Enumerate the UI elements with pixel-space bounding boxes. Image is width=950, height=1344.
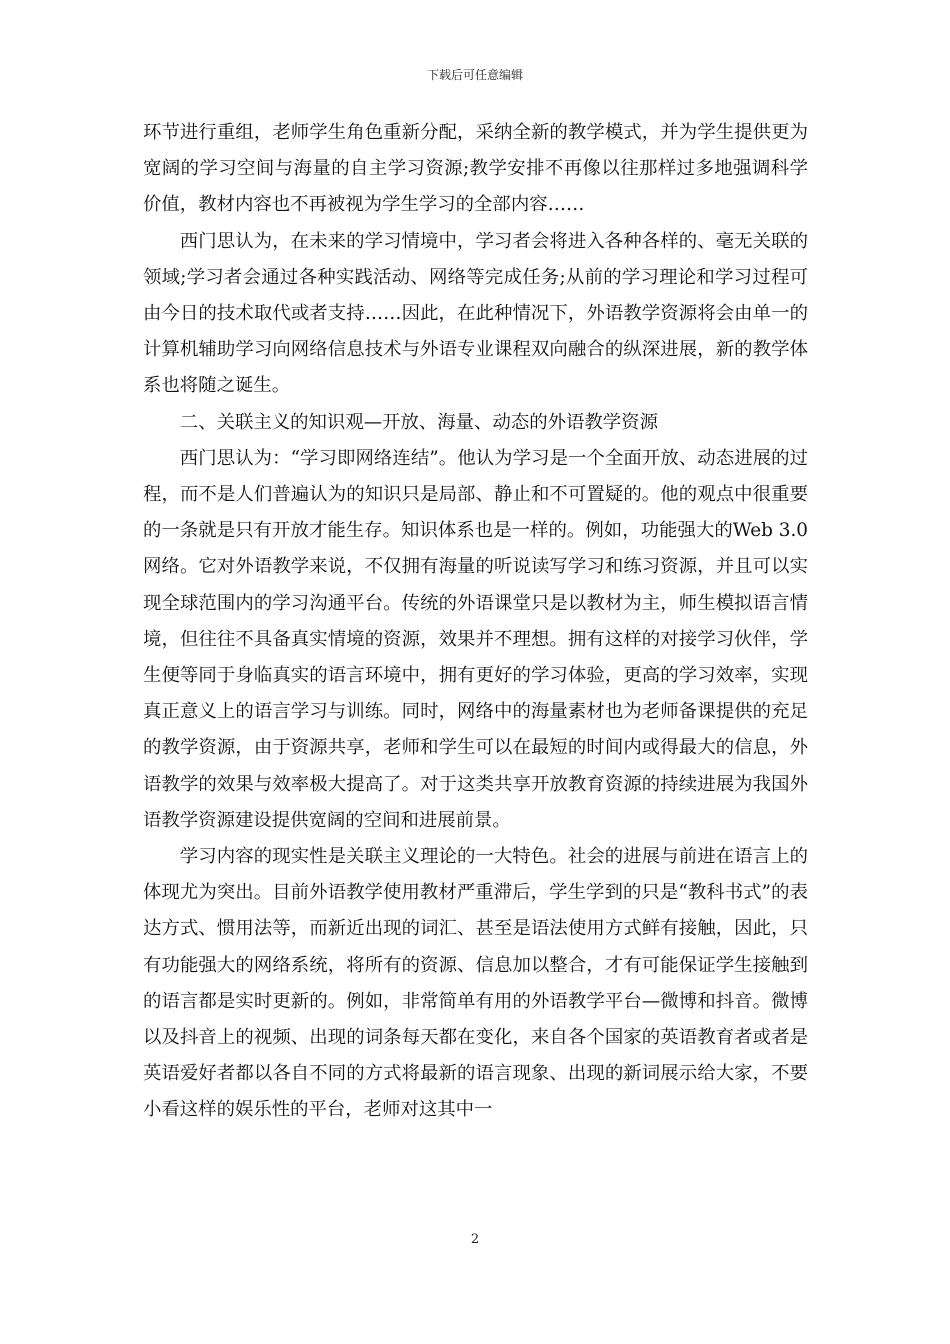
section-heading: 二、关联主义的知识观—开放、海量、动态的外语教学资源 <box>179 411 658 433</box>
page-header: 下载后可任意编辑 <box>426 68 523 82</box>
document-body <box>143 115 808 1129</box>
paragraph: 西门思认为：“学习即网络连结”。他认为学习是一个全面开放、动态进展的过程，而不是人们普遍认为的知识只是局部、静止和不可置疑的。他的观点中很重要的一条就是只有开放才能生存。知识体系也是一样的。例如，功能强大的Web 3.0网络。它对外语教学来说，不仅拥有海量的听说读写学习和练习资源，并且可以实现全球范围内的学习沟通平台。传统的外语课堂只是以教材为主，师生模拟语言情境，但往往不具备真实情境的资源，效果并不理想。拥有这样的对接学习伙伴，学生便等同于身临真实的语言环境中，拥有更好的学习体验，更高的学习效率，实现真正意义上的语言学习与训练。同时，网络中的海量素材也为老师备课提供的充足的教学资源，由于资源共享，老师和学生可以在最短的时间内或得最大的信息，外语教学的效果与效率极大提高了。对于这类共享开放教育资源的持续进展为我国外语教学资源建设提供宽阔的空间和进展前景。 <box>143 447 808 831</box>
paragraph: 西门思认为，在未来的学习情境中，学习者会将进入各种各样的、毫无关联的领域;学习者会通过各种实践活动、网络等完成任务;从前的学习理论和学习过程可由今日的技术取代或者支持……因此，在此种情况下，外语教学资源将会由单一的计算机辅助学习向网络信息技术与外语专业课程双向融合的纵深进展，新的教学体系也将随之诞生。 <box>143 230 808 397</box>
paragraph: 学习内容的现实性是关联主义理论的一大特色。社会的进展与前进在语言上的体现尤为突出。目前外语教学使用教材严重滞后，学生学到的只是“教科书式”的表达方式、惯用法等，而新近出现的词汇、甚至是语法使用方式鲜有接触，因此，只有功能强大的网络系统，将所有的资源、信息加以整合，才有可能保证学生接触到的语言都是实时更新的。例如，非常简单有用的外语教学平台—微博和抖音。微博以及抖音上的视频、出现的词条每天都在变化，来自各个国家的英语教育者或者是英语爱好者都以各自不同的方式将最新的语言现象、出现的新词展示给大家，不要小看这样的娱乐性的平台，老师对这其中一 <box>143 846 808 1121</box>
paragraph-continuation: 环节进行重组，老师学生角色重新分配，采纳全新的教学模式，并为学生提供更为宽阔的学习空间与海量的自主学习资源;教学安排不再像以往那样过多地强调科学价值，教材内容也不再被视为学生学习的全部内容…… <box>143 122 808 216</box>
page-number: 2 <box>470 1232 480 1247</box>
